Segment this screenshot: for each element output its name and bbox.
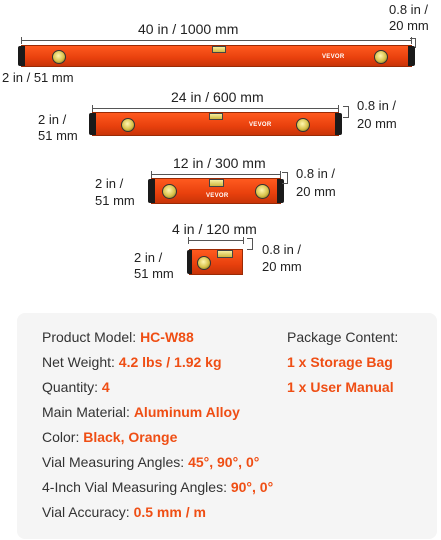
level-4-vial-round bbox=[197, 256, 211, 270]
level-12-vial-right bbox=[255, 184, 270, 199]
level-12-vial-center bbox=[209, 179, 224, 187]
level-12-length-dimension-line bbox=[151, 174, 281, 175]
spec-vial-accuracy: Vial Accuracy: 0.5 mm / m bbox=[42, 504, 206, 520]
level-12-brand: VEVOR bbox=[206, 193, 229, 199]
level-4-height-label-1: 2 in / bbox=[134, 250, 163, 265]
level-40-length-label: 40 in / 1000 mm bbox=[138, 21, 239, 37]
package-content-heading: Package Content: bbox=[287, 329, 399, 345]
level-24-height-label-1: 2 in / bbox=[38, 112, 67, 127]
level-40-height-label: 2 in / 51 mm bbox=[2, 70, 74, 85]
level-12-height-label-2: 51 mm bbox=[95, 193, 135, 208]
level-24-width-label-2: 20 mm bbox=[357, 116, 397, 131]
level-24-vial-left bbox=[121, 118, 135, 132]
level-40-left-endcap bbox=[18, 46, 25, 66]
level-12-width-bracket bbox=[282, 172, 288, 184]
level-4-height-label-2: 51 mm bbox=[134, 266, 174, 281]
level-4-inch bbox=[189, 249, 243, 275]
package-item-storage-bag: 1 x Storage Bag bbox=[287, 354, 393, 370]
spec-quantity: Quantity: 4 bbox=[42, 379, 110, 395]
level-24-left-endcap bbox=[89, 113, 96, 135]
level-4-left-endcap bbox=[187, 250, 192, 274]
level-24-length-label: 24 in / 600 mm bbox=[171, 89, 264, 105]
level-40-width-label-2: 20 mm bbox=[389, 18, 429, 33]
level-12-height-label-1: 2 in / bbox=[95, 176, 124, 191]
level-24-height-label-2: 51 mm bbox=[38, 128, 78, 143]
level-12-left-endcap bbox=[148, 179, 155, 203]
level-24-vial-center bbox=[209, 113, 223, 120]
level-24-inch bbox=[92, 112, 339, 136]
level-40-length-dimension-line bbox=[21, 40, 412, 41]
spec-4inch-vial-angles: 4-Inch Vial Measuring Angles: 90°, 0° bbox=[42, 479, 274, 495]
spec-main-material: Main Material: Aluminum Alloy bbox=[42, 404, 240, 420]
level-40-vial-center bbox=[212, 46, 226, 53]
level-4-width-bracket bbox=[247, 238, 253, 250]
level-4-vial-top bbox=[217, 250, 233, 258]
level-24-right-endcap bbox=[335, 113, 342, 135]
level-40-vial-left bbox=[52, 50, 66, 64]
level-24-width-label-1: 0.8 in / bbox=[357, 98, 397, 113]
level-12-width-label-2: 20 mm bbox=[296, 184, 336, 199]
level-24-brand: VEVOR bbox=[249, 122, 272, 128]
spec-vial-angles: Vial Measuring Angles: 45°, 90°, 0° bbox=[42, 454, 260, 470]
level-12-inch bbox=[151, 178, 281, 204]
level-24-vial-right bbox=[296, 118, 310, 132]
spec-color: Color: Black, Orange bbox=[42, 429, 178, 445]
level-40-inch bbox=[21, 45, 412, 67]
level-12-width-label-1: 0.8 in / bbox=[296, 166, 336, 181]
level-12-vial-left bbox=[162, 184, 177, 199]
spec-product-model: Product Model: HC-W88 bbox=[42, 329, 194, 345]
level-40-brand: VEVOR bbox=[322, 54, 345, 60]
spec-net-weight: Net Weight: 4.2 lbs / 1.92 kg bbox=[42, 354, 222, 370]
level-40-width-label-1: 0.8 in / bbox=[389, 2, 429, 17]
level-12-length-label: 12 in / 300 mm bbox=[173, 155, 266, 171]
level-4-length-dimension-line bbox=[188, 240, 244, 241]
package-item-user-manual: 1 x User Manual bbox=[287, 379, 394, 395]
level-40-right-endcap bbox=[408, 46, 415, 66]
level-4-width-label-1: 0.8 in / bbox=[262, 242, 302, 257]
level-40-vial-right bbox=[374, 50, 388, 64]
level-4-length-label: 4 in / 120 mm bbox=[172, 221, 257, 237]
level-4-width-label-2: 20 mm bbox=[262, 259, 302, 274]
level-24-width-bracket bbox=[343, 106, 349, 118]
level-24-length-dimension-line bbox=[92, 108, 339, 109]
